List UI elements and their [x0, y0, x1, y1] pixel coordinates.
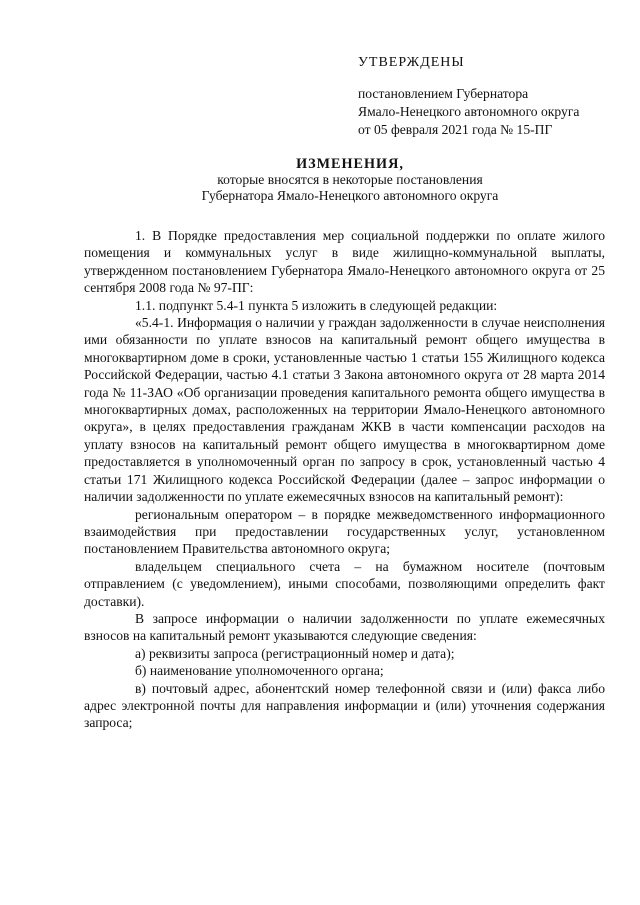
approval-line-2: Ямало-Ненецкого автономного округа: [358, 104, 580, 119]
paragraph-2: 1.1. подпункт 5.4-1 пункта 5 изложить в следующей редакции:: [135, 297, 498, 313]
paragraph-4: региональным оператором – в порядке межведомственного информационного взаимодействия при предоставлении государственных услуг, установленном постановлением Правительства автономного округа;: [84, 506, 605, 557]
paragraph-8: б) наименование уполномоченного органа;: [135, 663, 384, 679]
document-title: ИЗМЕНЕНИЯ,: [296, 156, 404, 172]
approval-line-3: от 05 февраля 2021 года № 15-ПГ: [358, 122, 553, 137]
paragraph-3: «5.4-1. Информация о наличии у граждан задолженности в случае неисполнения ими обязанности по уплате взносов на капитальный ремонт общего имущества в многоквартирном доме в сроки, установленные частью 1 статьи 155 Жилищного кодекса Российской Федерации, частью 4.1 статьи 3 Закона автономного округа от 28 марта 2014 года № 11-ЗАО «Об организации проведения капитального ремонта общего имущества в многоквартирных домах, расположенных на территории Ямало-Ненецкого автономного округа», в целях предоставления гражданам ЖКВ в части компенсации расходов на уплату взносов на капитальный ремонт общего имущества в многоквартирном доме предоставляется в уполномоченный орган по запросу в срок, установленный частью 4 статьи 171 Жилищного кодекса Российской Федерации (далее – запрос информации о наличии задолженности по уплате ежемесячных взносов на капитальный ремонт):: [84, 315, 605, 505]
document-body: [84, 227, 605, 732]
paragraph-6: В запросе информации о наличии задолженности по уплате ежемесячных взносов на капитальный ремонт указываются следующие сведения:: [84, 610, 605, 644]
approval-line-1: постановлением Губернатора: [358, 86, 529, 101]
approval-heading: УТВЕРЖДЕНЫ: [358, 55, 465, 70]
document-subtitle-line-1: которые вносятся в некоторые постановления: [217, 172, 483, 187]
paragraph-7: а) реквизиты запроса (регистрационный номер и дата);: [135, 645, 455, 661]
approval-block: [358, 54, 628, 139]
document-subtitle-line-2: Губернатора Ямало-Ненецкого автономного округа: [201, 188, 499, 203]
document-title-block: [100, 156, 600, 204]
paragraph-1: 1. В Порядке предоставления мер социальной поддержки по оплате жилого помещения и коммунальных услуг в виде жилищно-коммунальной выплаты, утвержденном постановлением Губернатора Ямало-Ненецкого автономного округа от 25 сентября 2008 года № 97-ПГ:: [84, 228, 605, 296]
paragraph-9: в) почтовый адрес, абонентский номер телефонной связи и (или) факса либо адрес электронной почты для направления информации и (или) уточнения содержания запроса;: [84, 680, 605, 731]
paragraph-5: владельцем специального счета – на бумажном носителе (почтовым отправлением (с уведомлением), иными способами, позволяющими определить факт доставки).: [84, 558, 605, 609]
